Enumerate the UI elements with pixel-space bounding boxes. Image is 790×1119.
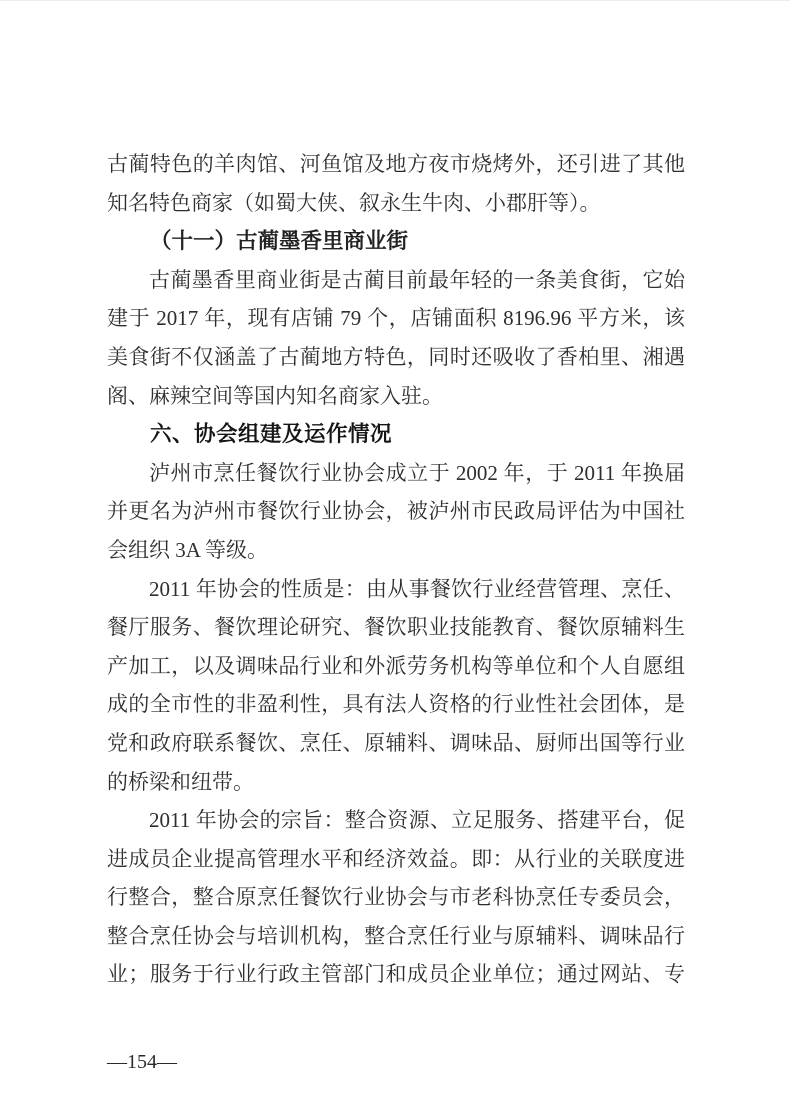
text-line: 泸州市烹任餐饮行业协会成立于 2002 年，于 2011 年换届 bbox=[149, 460, 685, 485]
text-line: 党和政府联系餐饮、烹任、原辅料、调味品、厨师出国等行业 bbox=[107, 730, 685, 755]
body-text bbox=[107, 145, 685, 994]
page-number: —154— bbox=[107, 1051, 177, 1073]
text-line: 成的全市性的非盈利性，具有法人资格的行业性社会团体，是 bbox=[107, 692, 685, 717]
section-heading-association: 六、协会组建及运作情况 bbox=[150, 422, 393, 447]
page-footer bbox=[107, 1050, 177, 1074]
subsection-heading-moxiangli: （十一）古蔺墨香里商业街 bbox=[150, 229, 409, 254]
paragraph-moxiangli-street bbox=[107, 261, 685, 415]
text-line: 餐厅服务、餐饮理论研究、餐饮职业技能教育、餐饮原辅料生 bbox=[107, 615, 685, 640]
text-line: 的桥梁和纽带。 bbox=[107, 769, 254, 794]
text-line: 行整合，整合原烹任餐饮行业协会与市老科协烹任专委员会， bbox=[107, 885, 685, 910]
text-line: 并更名为泸州市餐饮行业协会，被泸州市民政局评估为中国社 bbox=[107, 499, 685, 524]
text-line: 美食街不仅涵盖了古蔺地方特色，同时还吸收了香柏里、湘遇 bbox=[107, 344, 685, 369]
paragraph-association-nature bbox=[107, 570, 685, 802]
text-line: 进成员企业提高管理水平和经济效益。即：从行业的关联度进 bbox=[107, 846, 685, 871]
text-line: 产加工，以及调味品行业和外派劳务机构等单位和个人自愿组 bbox=[107, 653, 685, 678]
text-line: 阁、麻辣空间等国内知名商家入驻。 bbox=[107, 383, 443, 408]
paragraph-association-history bbox=[107, 454, 685, 570]
text-line: 2011 年协会的性质是：由从事餐饮行业经营管理、烹任、 bbox=[149, 576, 685, 601]
text-line: 知名特色商家（如蜀大侠、叙永生牛肉、小郡肝等）。 bbox=[107, 190, 601, 215]
text-line: 2011 年协会的宗旨：整合资源、立足服务、搭建平台，促 bbox=[149, 808, 685, 833]
text-line: 古蔺墨香里商业街是古蔺目前最年轻的一条美食街，它始 bbox=[149, 267, 685, 292]
paragraph-continued-from-previous-page bbox=[107, 145, 685, 222]
text-line: 会组织 3A 等级。 bbox=[107, 537, 269, 562]
paragraph-association-mission bbox=[107, 801, 685, 994]
text-line: 业；服务于行业行政主管部门和成员企业单位；通过网站、专 bbox=[107, 962, 685, 987]
text-line: 建于 2017 年，现有店铺 79 个，店铺面积 8196.96 平方米，该 bbox=[107, 306, 685, 331]
text-line: 整合烹任协会与培训机构，整合烹任行业与原辅料、调味品行 bbox=[107, 923, 685, 948]
text-line: 古蔺特色的羊肉馆、河鱼馆及地方夜市烧烤外，还引进了其他 bbox=[107, 152, 685, 176]
